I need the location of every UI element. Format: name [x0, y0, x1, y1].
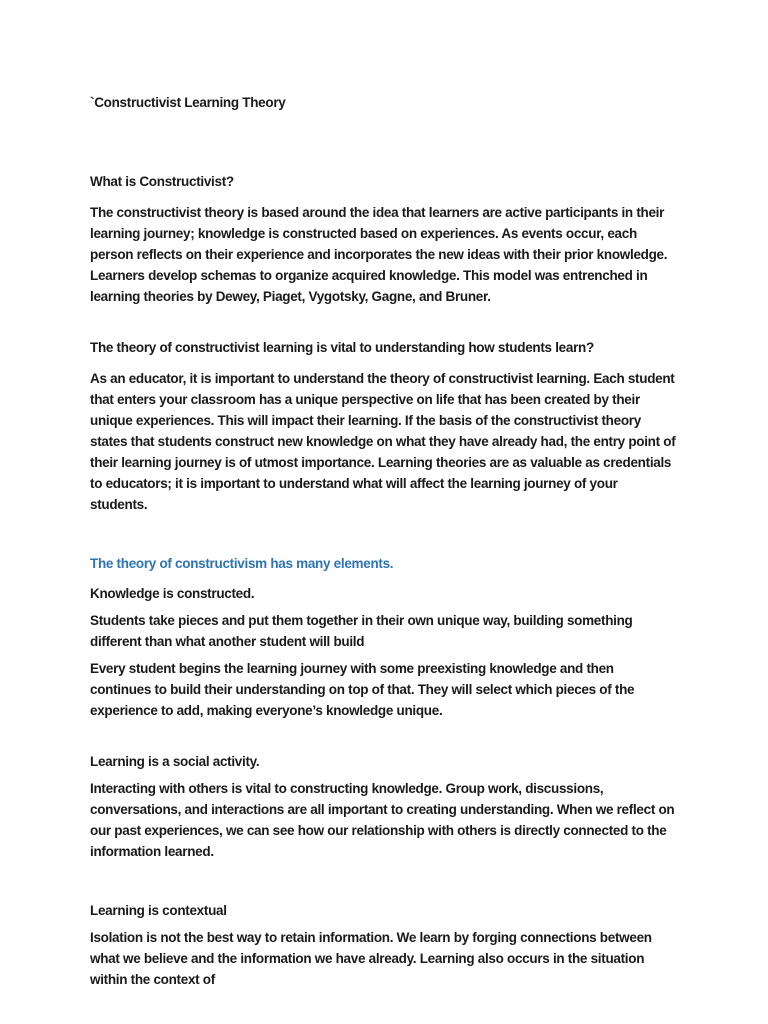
subheading-learning-social-activity: Learning is a social activity. [90, 754, 260, 769]
paragraph-knowledge-preexisting: Every student begins the learning journey with some preexisting knowledge and then continues to build their understanding on top of that. They will select which pieces of the experience to add, making everyone’s knowledge unique. [90, 661, 635, 718]
paragraph-vital-to-understanding: As an educator, it is important to understand the theory of constructivist learning. Each student that enters your classroom has a unique perspective on life that has been created by their unique experiences. This will impact their learning. If the basis of the constructivist theory states that students construct new knowledge on what they have already had, the entry point of their learning journey is of utmost importance. Learning theories are as valuable as credentials to educators; it is important to understand what will affect the learning journey of your students. [90, 371, 676, 512]
paragraph-what-is-constructivist: The constructivist theory is based around the idea that learners are active participants in their learning journey; knowledge is constructed based on experiences. As events occur, each person reflects on their experience and incorporates the new ideas with their prior knowledge. Learners develop schemas to organize acquired knowledge. This model was entrenched in learning theories by Dewey, Piaget, Vygotsky, Gagne, and Bruner. [90, 205, 668, 304]
paragraph-learning-social-activity: Interacting with others is vital to constructing knowledge. Group work, discussions, conversations, and interactions are all important to creating understanding. When we reflect on our past experiences, we can see how our relationship with others is directly connected to the information learned. [90, 781, 675, 859]
section-heading-what-is-constructivist: What is Constructivist? [90, 174, 234, 189]
subheading-learning-contextual: Learning is contextual [90, 903, 227, 918]
section-heading-many-elements: The theory of constructivism has many elements. [90, 556, 394, 571]
paragraph-knowledge-pieces: Students take pieces and put them together in their own unique way, building something different than what another student will build [90, 613, 633, 649]
document-title: `Constructivist Learning Theory [90, 95, 286, 110]
subheading-knowledge-is-constructed: Knowledge is constructed. [90, 586, 255, 601]
paragraph-learning-contextual: Isolation is not the best way to retain information. We learn by forging connections between what we believe and the information we have already. Learning also occurs in the situation within the context of [90, 930, 652, 987]
section-heading-vital-to-understanding: The theory of constructivist learning is vital to understanding how students learn? [90, 340, 594, 355]
